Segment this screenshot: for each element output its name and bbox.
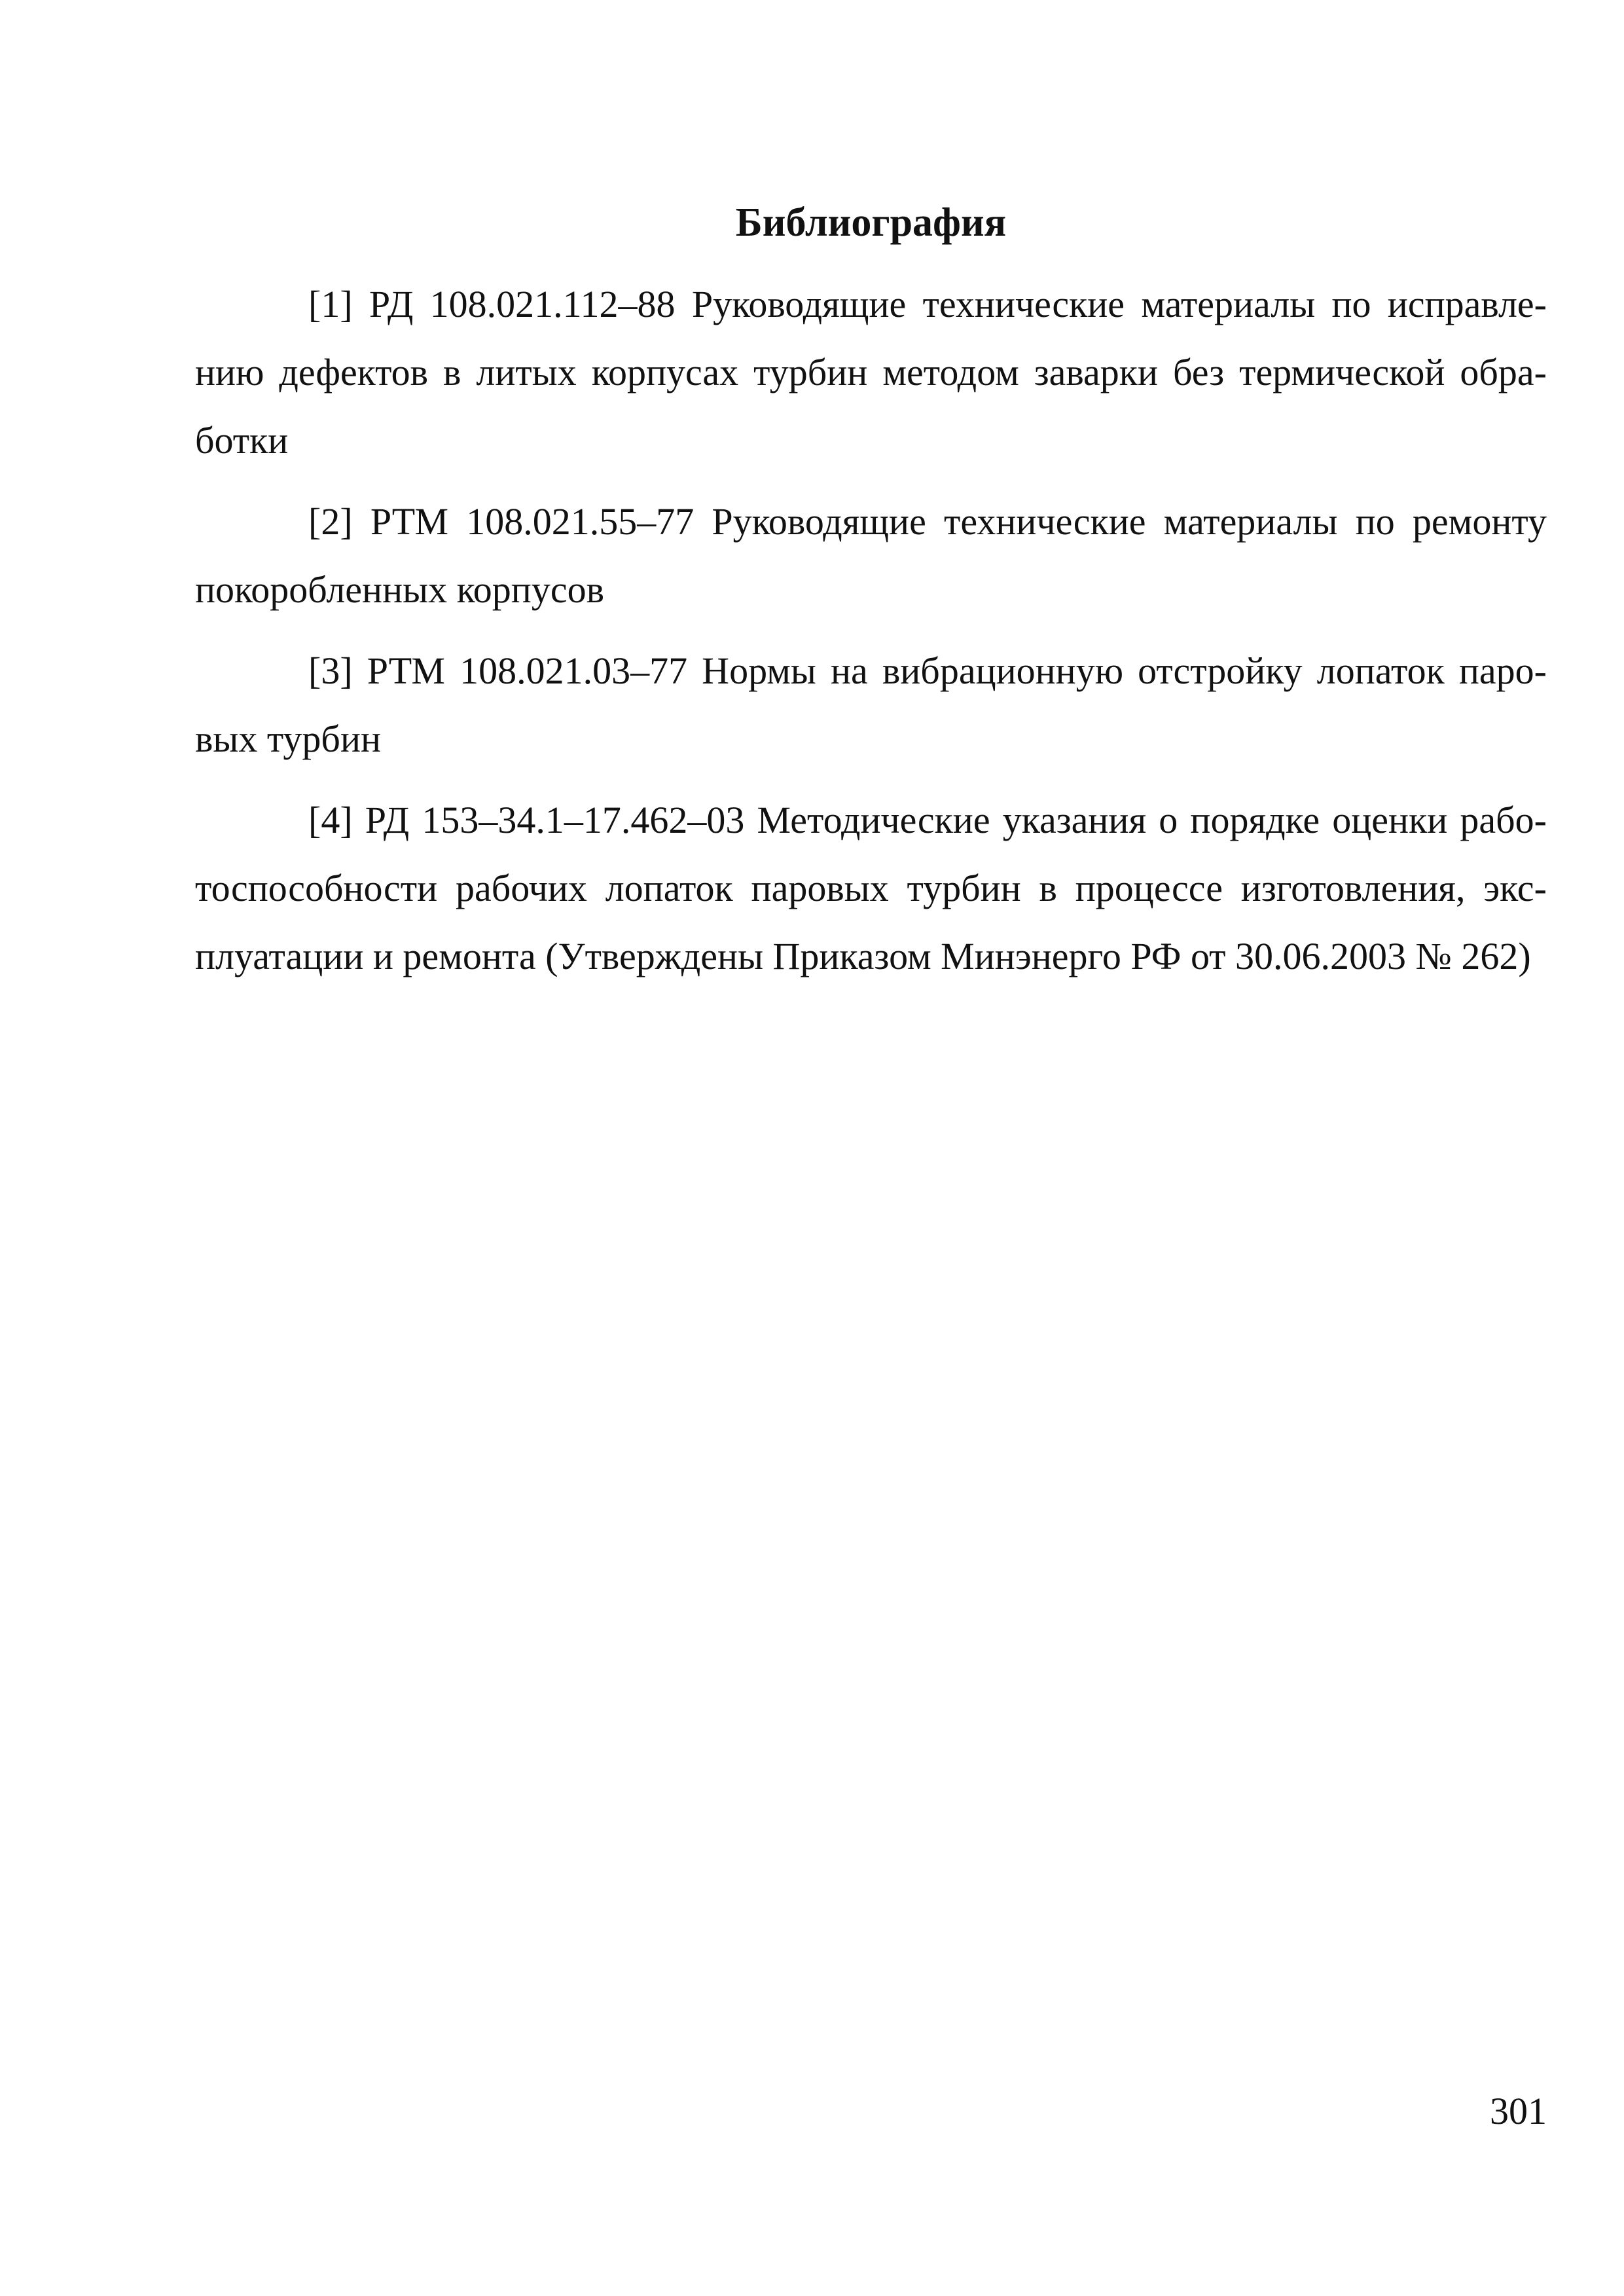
reference-item-2: [2] РТМ 108.021.55–77 Руководящие технические материалы по ремонту покоробленных корпусов (195, 500, 1547, 611)
reference-item-4: [4] РД 153–34.1–17.462–03 Методические указания о порядке оценки работоспособности рабочих лопаток паровых турбин в процессе изготовления, эксплуатации и ремонта (Утверждены Приказом Минэнерго РФ от 30.06.2003 № 262) (195, 799, 1547, 977)
page-title: Библиография (735, 200, 1007, 245)
page-number: 301 (1490, 2090, 1547, 2132)
reference-item-3: [3] РТМ 108.021.03–77 Нормы на вибрационную отстройку лопаток паровых турбин (195, 649, 1547, 760)
page-content (195, 187, 1547, 1004)
reference-item-1: [1] РД 108.021.112–88 Руководящие технические материалы по исправлению дефектов в литых корпусах турбин методом заварки без термической обработки (195, 283, 1547, 462)
